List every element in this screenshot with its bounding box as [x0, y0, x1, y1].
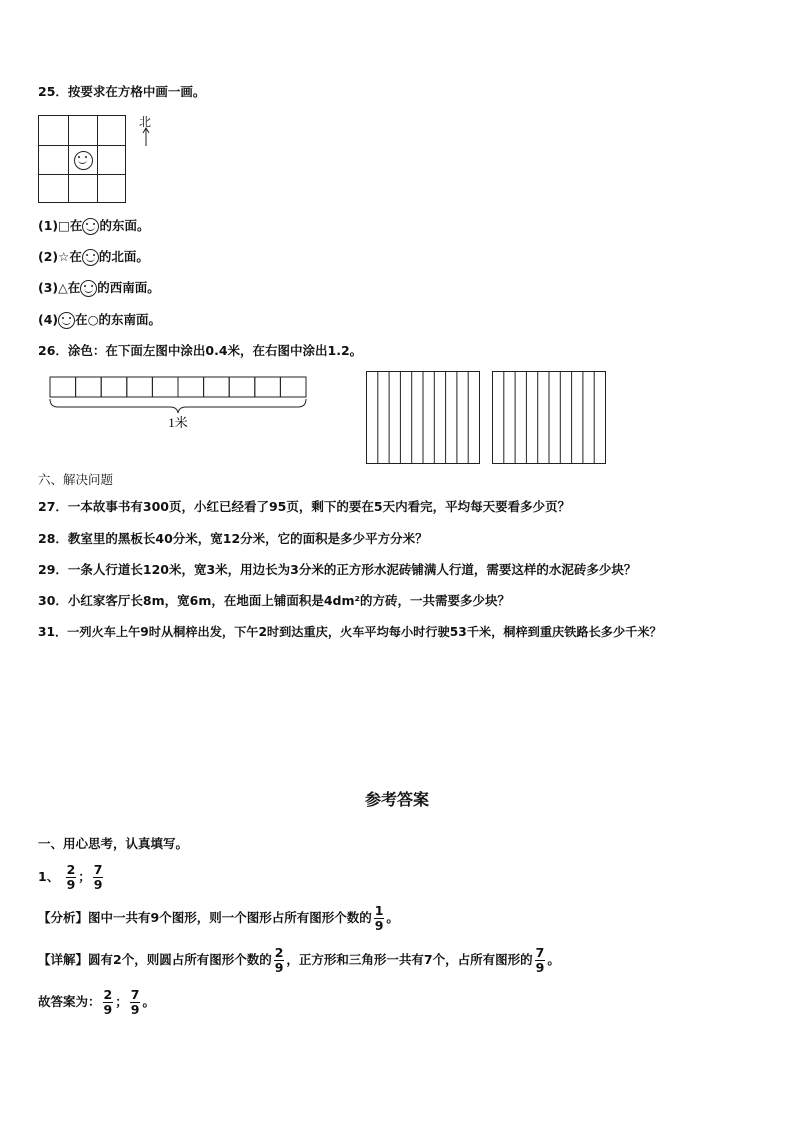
unit-square-2	[492, 371, 607, 465]
strip-cell	[127, 377, 153, 397]
q25-heading: 25．按要求在方格中画一画。	[38, 84, 206, 99]
north-label: 北	[139, 115, 152, 129]
answers-title: 参考答案	[364, 790, 429, 809]
fraction: $\frac{2}{9}$	[274, 945, 284, 975]
fraction: $\frac{2}{9}$	[66, 862, 76, 892]
fraction: $\frac{7}{9}$	[535, 945, 545, 975]
meter-strip-figure	[48, 375, 310, 435]
north-arrow-icon	[141, 127, 151, 147]
problem-27: 27．一本故事书有300页，小红已经看了95页，剩下的要在5天内看完，平均每天要看多少页？	[38, 499, 571, 514]
q25-item-4: (4) 在○的东南面。	[38, 312, 162, 327]
answer-1: 1、 $\frac{2}{9}$ ； $\frac{7}{9}$	[38, 862, 103, 892]
strip-cell	[152, 377, 178, 397]
direction-grid	[38, 115, 126, 203]
strip-cell	[229, 377, 255, 397]
fraction: $\frac{7}{9}$	[93, 862, 103, 892]
strip-cell	[101, 377, 127, 397]
section6-heading: 六、解决问题	[38, 472, 114, 487]
smiley-face-icon	[74, 151, 93, 170]
smiley-face-icon	[82, 218, 99, 235]
problem-29: 29．一条人行道长120米，宽3米，用边长为3分米的正方形水泥砖铺满人行道，需要这样的水泥砖多少块？	[38, 562, 637, 577]
fraction: $\frac{2}{9}$	[103, 987, 113, 1017]
q26-heading: 26．涂色：在下面左图中涂出0.4米，在右图中涂出1.2。	[38, 343, 363, 358]
q25-item-3: (3)△在 的西南面。	[38, 280, 160, 295]
strip-brace	[50, 399, 306, 413]
strip-cell	[178, 377, 204, 397]
strip-cell	[280, 377, 306, 397]
unit-square-1	[366, 371, 481, 465]
fraction: $\frac{7}{9}$	[130, 987, 140, 1017]
strip-cell	[50, 377, 76, 397]
strip-cell	[255, 377, 281, 397]
final-answer-line: 故答案为： $\frac{2}{9}$ ； $\frac{7}{9}$ 。	[38, 987, 155, 1017]
smiley-face-icon	[80, 280, 97, 297]
problem-30: 30．小红家客厅长8m，宽6m，在地面上铺面积是4dm²的方砖，一共需要多少块？	[38, 593, 510, 608]
smiley-face-icon	[82, 249, 99, 266]
strip-cell	[204, 377, 230, 397]
problem-28: 28．教室里的黑板长40分米，宽12分米，它的面积是多少平方分米？	[38, 531, 428, 546]
problem-31: 31．一列火车上午9时从桐梓出发，下午2时到达重庆，火车平均每小时行驶53千米，桐梓到重庆铁路长多少千米？	[38, 625, 662, 639]
smiley-face-icon	[58, 312, 75, 329]
fraction: $\frac{1}{9}$	[374, 903, 384, 933]
q25-item-2: (2)☆在 的北面。	[38, 249, 149, 264]
strip-label: 1米	[168, 415, 188, 430]
analysis-line: 【分析】图中一共有9个图形，则一个图形占所有图形个数的 $\frac{1}{9}$ 。	[38, 903, 399, 933]
strip-cell	[76, 377, 102, 397]
detail-line: 【详解】圆有2个，则圆占所有图形个数的 $\frac{2}{9}$ ，正方形和三角形一共有7个，占所有图形的 $\frac{7}{9}$ 。	[38, 945, 560, 975]
answers-section1: 一、用心思考，认真填写。	[38, 836, 189, 851]
q25-item-1: (1)□在 的东面。	[38, 218, 150, 233]
